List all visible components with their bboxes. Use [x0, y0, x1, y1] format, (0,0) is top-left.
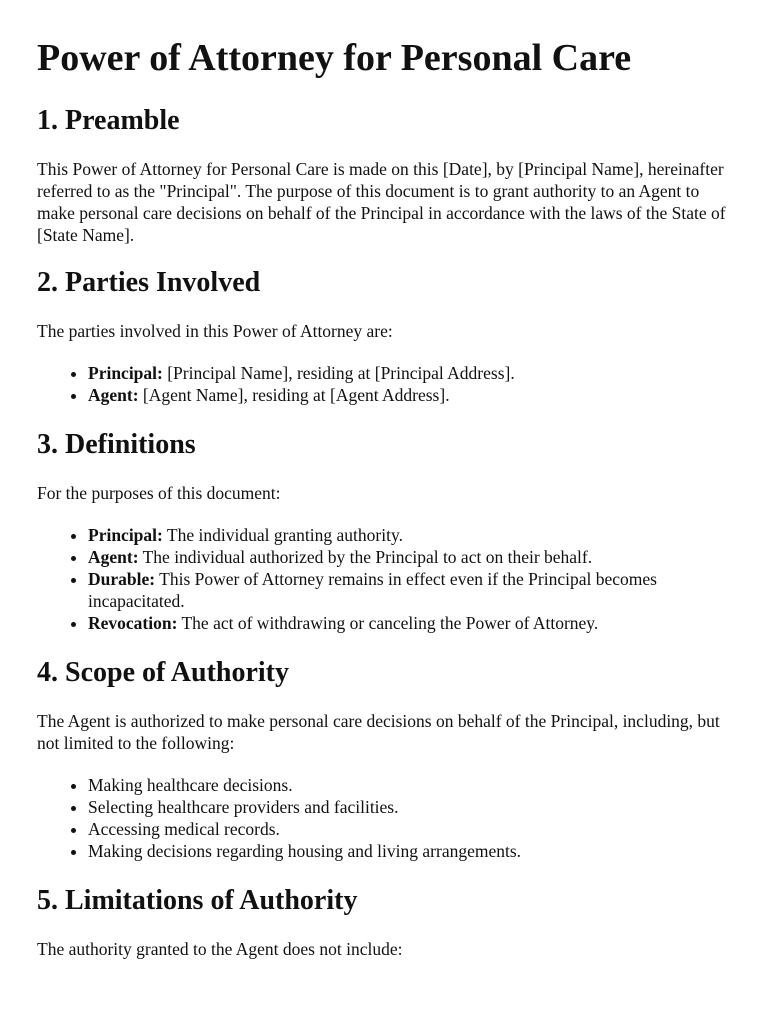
section-definitions	[37, 428, 734, 634]
section-preamble	[37, 104, 734, 246]
definitions-list	[37, 524, 734, 634]
list-item-text: This Power of Attorney remains in effect even if the Principal becomes incapacitated.	[88, 569, 657, 611]
scope-list	[37, 774, 734, 862]
section-paragraph: For the purposes of this document:	[37, 483, 281, 503]
parties-list	[37, 362, 734, 406]
section-paragraph: The Agent is authorized to make personal care decisions on behalf of the Principal, including, but not limited to the following:	[37, 711, 720, 753]
section-scope-of-authority	[37, 656, 734, 862]
list-item-text: The individual granting authority.	[162, 525, 403, 545]
list-item-text: The act of withdrawing or canceling the Power of Attorney.	[177, 613, 599, 633]
document-title: Power of Attorney for Personal Care	[37, 37, 632, 79]
list-item-term: Durable:	[88, 569, 156, 589]
section-paragraph: The authority granted to the Agent does not include:	[37, 939, 403, 959]
list-item-text: The individual authorized by the Principal to act on their behalf.	[138, 547, 593, 567]
section-paragraph: The parties involved in this Power of Attorney are:	[37, 321, 393, 341]
list-item: • Making decisions regarding housing and living arrangements.	[88, 840, 734, 862]
section-heading: 2. Parties Involved	[37, 267, 261, 298]
list-item-term: Principal:	[88, 363, 163, 383]
list-item: • Making healthcare decisions.	[88, 774, 734, 796]
list-item	[88, 568, 734, 612]
section-limitations-of-authority	[37, 884, 734, 960]
list-item-term: Agent:	[88, 547, 139, 567]
list-item	[88, 612, 734, 634]
list-item: • Accessing medical records.	[88, 818, 734, 840]
section-heading: 4. Scope of Authority	[37, 657, 289, 688]
list-item: • Selecting healthcare providers and facilities.	[88, 796, 734, 818]
list-item	[88, 546, 734, 568]
section-paragraph: This Power of Attorney for Personal Care is made on this [Date], by [Principal Name], hereinafter referred to as the "Principal". The purpose of this document is to grant authority to an Agent to make personal care decisions on behalf of the Principal in accordance with the laws of the State of [State Name].	[37, 159, 726, 245]
section-heading: 3. Definitions	[37, 429, 196, 460]
list-item	[88, 524, 734, 546]
list-item-text: [Agent Name], residing at [Agent Address].	[138, 385, 450, 405]
list-item-term: Principal:	[88, 525, 163, 545]
section-heading: 1. Preamble	[37, 105, 180, 136]
section-heading: 5. Limitations of Authority	[37, 885, 358, 916]
list-item	[88, 384, 734, 406]
list-item	[88, 362, 734, 384]
list-item-text: [Principal Name], residing at [Principal Address].	[162, 363, 515, 383]
list-item-term: Agent:	[88, 385, 139, 405]
section-parties-involved	[37, 266, 734, 406]
list-item-term: Revocation:	[88, 613, 178, 633]
